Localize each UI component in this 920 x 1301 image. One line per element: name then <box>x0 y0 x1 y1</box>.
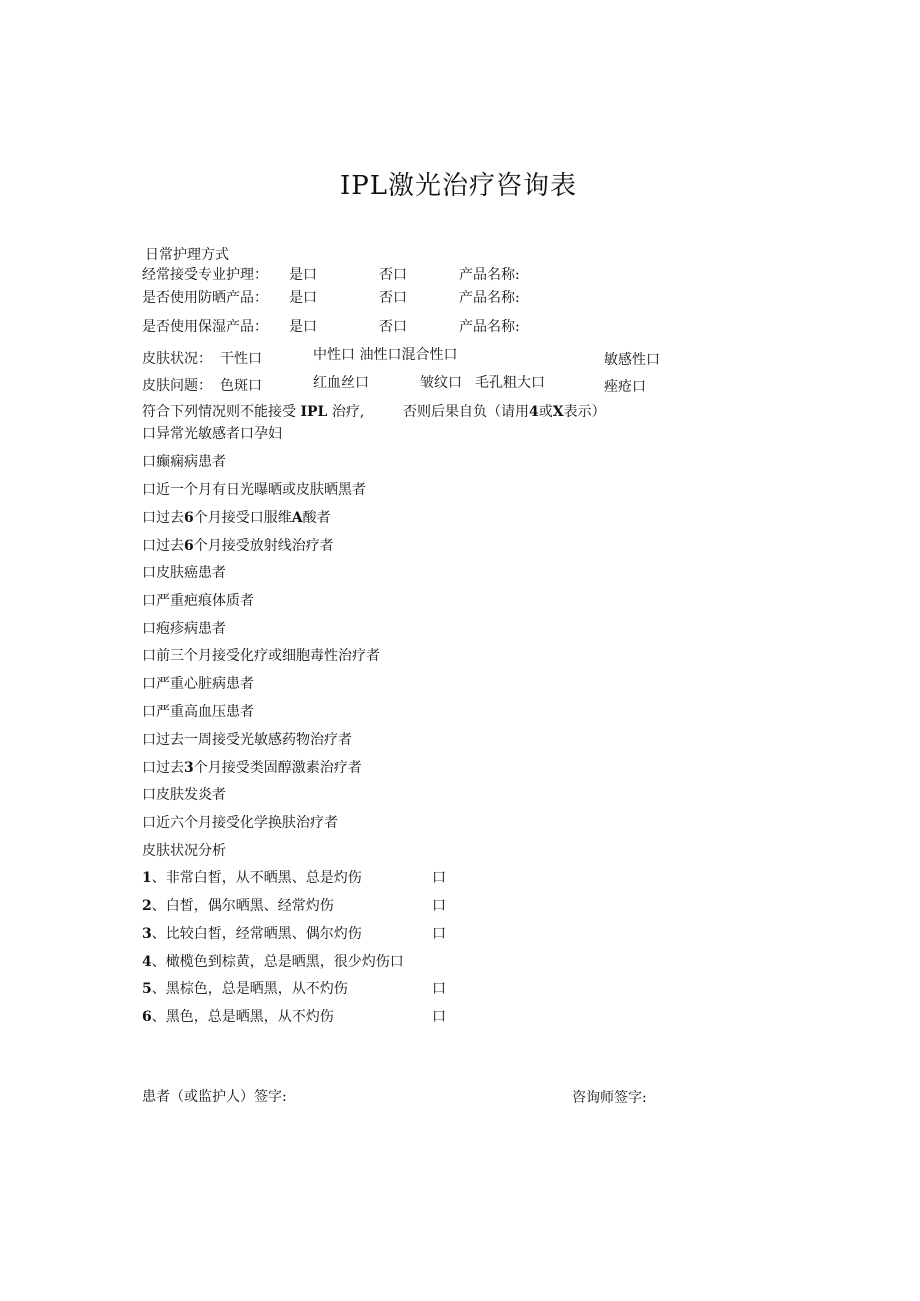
patient-signature-label: 患者（或监护人）签字: <box>142 1089 287 1105</box>
note-or: 或 <box>538 404 553 420</box>
analysis-text: 、橄榄色到棕黄，总是晒黑，很少灼伤口 <box>151 954 404 970</box>
analysis-text: 、黑色，总是晒黑，从不灼伤 <box>151 1009 334 1025</box>
intro-mid: 治疗, <box>331 404 365 420</box>
analysis-checkbox[interactable]: 口 <box>432 1009 446 1025</box>
contra-item-checkbox[interactable] <box>142 675 254 693</box>
analysis-item <box>142 1008 334 1026</box>
contra-item-text: 酸者 <box>302 510 331 526</box>
care-no-checkbox[interactable]: 否口 <box>379 319 407 335</box>
note-text: 否则后果自负（请用 <box>403 404 529 420</box>
contra-item-text: 口过去 <box>142 538 184 554</box>
skin-analysis-heading: 皮肤状况分析 <box>142 843 226 859</box>
contra-item-checkbox[interactable] <box>142 786 226 804</box>
contra-item-text: 口皮肤癌患者 <box>142 565 226 581</box>
contra-item-text: 口近一个月有日光曝晒或皮肤晒黑者 <box>142 482 366 498</box>
intro-ipl: IPL <box>300 404 328 420</box>
consultant-signature-label: 咨询师签字: <box>572 1090 647 1106</box>
contra-item-text: 个月接受类固醇激素治疗者 <box>193 760 362 776</box>
note-end: 表示） <box>563 404 606 420</box>
analysis-number: 2 <box>142 898 152 914</box>
care-product-label: 产品名称: <box>459 267 520 283</box>
care-no-checkbox[interactable]: 否口 <box>379 290 407 306</box>
red-veins-checkbox[interactable]: 红血丝口 <box>313 375 369 391</box>
care-row-label: 经常接受专业护理： <box>142 267 268 283</box>
analysis-number: 5 <box>142 981 152 997</box>
analysis-text: 、非常白皙，从不晒黑、总是灼伤 <box>151 870 362 886</box>
contra-item-checkbox[interactable] <box>142 481 366 499</box>
note-x: X <box>552 404 564 420</box>
contra-item-text: 口皮肤发炎者 <box>142 787 226 803</box>
analysis-text: 、白皙，偶尔晒黑、经常灼伤 <box>151 898 334 914</box>
contra-item-checkbox[interactable] <box>142 453 226 471</box>
analysis-number: 6 <box>142 1009 152 1025</box>
care-yes-checkbox[interactable]: 是口 <box>289 290 317 306</box>
analysis-number: 4 <box>142 954 152 970</box>
contra-item-checkbox[interactable] <box>142 731 352 749</box>
daily-care-heading: 日常护理方式 <box>145 247 229 263</box>
contra-item-checkbox[interactable] <box>142 814 338 832</box>
skin-type-checkboxes[interactable]: 中性口 油性口混合性口 <box>313 347 458 363</box>
contra-item-text: 个月接受放射线治疗者 <box>193 538 334 554</box>
contra-item-text: 口严重高血压患者 <box>142 704 254 720</box>
analysis-item <box>142 980 348 998</box>
analysis-number: 1 <box>142 870 152 886</box>
contra-item-text: 口前三个月接受化疗或细胞毒性治疗者 <box>142 648 380 664</box>
analysis-item <box>142 869 362 887</box>
contra-item-checkbox[interactable] <box>142 425 282 443</box>
contra-item-number: 6 <box>184 538 194 554</box>
analysis-text: 、黑棕色，总是晒黑，从不灼伤 <box>151 981 348 997</box>
analysis-checkbox[interactable]: 口 <box>432 981 446 997</box>
contra-item-checkbox[interactable] <box>142 509 331 527</box>
care-row-label: 是否使用防晒产品： <box>142 290 268 306</box>
contra-item-text: 口严重心脏病患者 <box>142 676 254 692</box>
contra-item-text: 个月接受口服维 <box>193 510 292 526</box>
dry-skin-checkbox[interactable]: 干性口 <box>220 351 262 367</box>
contra-item-checkbox[interactable] <box>142 620 226 638</box>
contraindication-intro <box>142 403 364 421</box>
contra-item-text: 口过去一周接受光敏感药物治疗者 <box>142 732 352 748</box>
note-num: 4 <box>529 404 539 420</box>
contra-item-text: 口异常光敏感者口孕妇 <box>142 426 282 442</box>
page-title: IPL激光治疗咨询表 <box>340 171 578 201</box>
contraindication-note <box>403 403 606 421</box>
contra-item-text: 口严重疤痕体质者 <box>142 593 254 609</box>
acne-checkbox[interactable]: 痤疮口 <box>604 379 646 395</box>
care-yes-checkbox[interactable]: 是口 <box>289 267 317 283</box>
contra-item-checkbox[interactable] <box>142 759 362 777</box>
wrinkles-checkbox[interactable]: 皱纹口 <box>420 375 462 391</box>
contra-item-text: 口癫痫病患者 <box>142 454 226 470</box>
care-product-label: 产品名称: <box>459 290 520 306</box>
contra-item-number: 6 <box>184 510 194 526</box>
intro-prefix: 符合下列情况则不能接受 <box>142 404 296 420</box>
spots-checkbox[interactable]: 色斑口 <box>220 378 262 394</box>
care-yes-checkbox[interactable]: 是口 <box>289 319 317 335</box>
contra-item-checkbox[interactable] <box>142 592 254 610</box>
contra-item-letter: A <box>291 510 303 526</box>
pores-checkbox[interactable]: 毛孔粗大口 <box>475 375 545 391</box>
contra-item-text: 口过去 <box>142 510 184 526</box>
analysis-item[interactable] <box>142 953 404 971</box>
analysis-item <box>142 897 334 915</box>
analysis-item <box>142 925 362 943</box>
care-no-checkbox[interactable]: 否口 <box>379 267 407 283</box>
contra-item-text: 口疱疹病患者 <box>142 621 226 637</box>
analysis-checkbox[interactable]: 口 <box>432 926 446 942</box>
contra-item-text: 口过去 <box>142 760 184 776</box>
contra-item-checkbox[interactable] <box>142 564 226 582</box>
contra-item-number: 3 <box>184 760 194 776</box>
care-product-label: 产品名称: <box>459 319 520 335</box>
skin-condition-label: 皮肤状况： <box>142 351 212 367</box>
contra-item-checkbox[interactable] <box>142 537 334 555</box>
contra-item-checkbox[interactable] <box>142 703 254 721</box>
contra-item-text: 口近六个月接受化学换肤治疗者 <box>142 815 338 831</box>
contra-item-checkbox[interactable] <box>142 647 380 665</box>
care-row-label: 是否使用保湿产品： <box>142 319 268 335</box>
sensitive-skin-checkbox[interactable]: 敏感性口 <box>604 352 660 368</box>
analysis-text: 、比较白皙，经常晒黑、偶尔灼伤 <box>151 926 362 942</box>
analysis-checkbox[interactable]: 口 <box>432 870 446 886</box>
analysis-checkbox[interactable]: 口 <box>432 898 446 914</box>
analysis-number: 3 <box>142 926 152 942</box>
skin-problem-label: 皮肤问题： <box>142 378 212 394</box>
